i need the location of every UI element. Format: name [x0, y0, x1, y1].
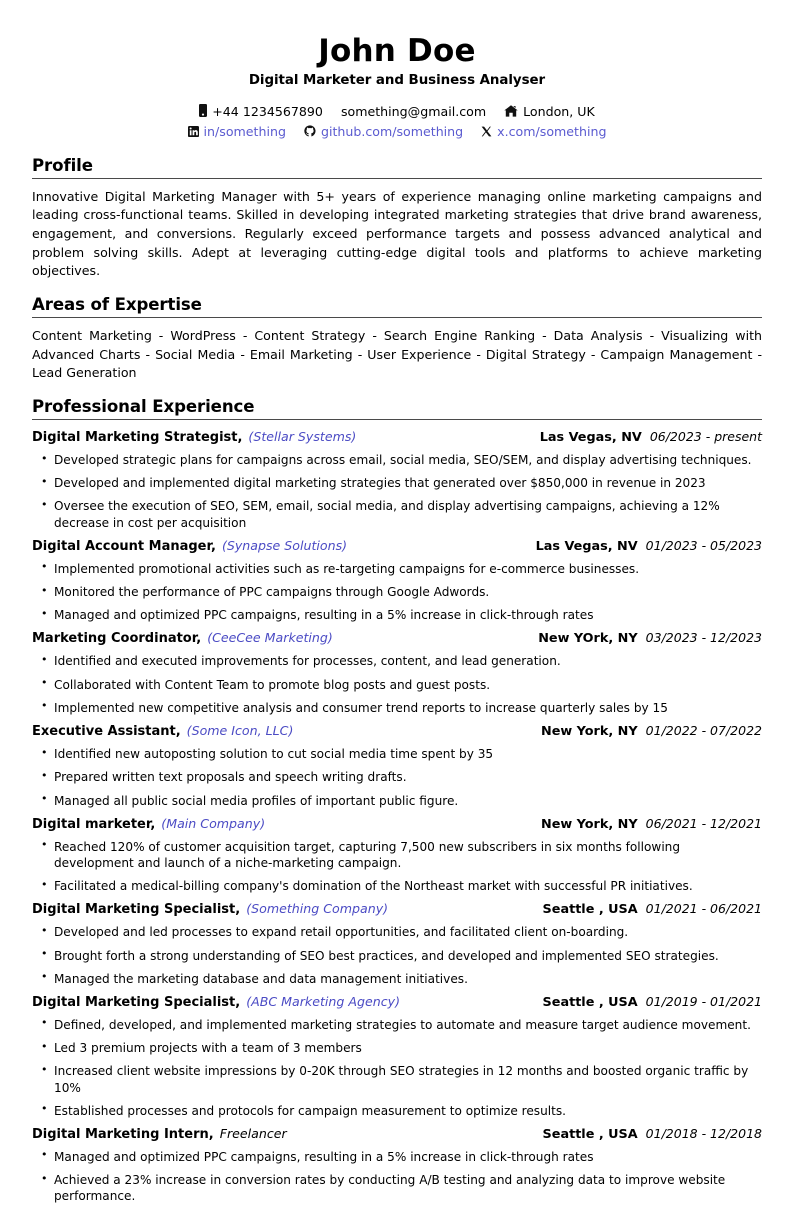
experience-bullet: • Managed and optimized PPC campaigns, resulting in a 5% increase in click-through rates	[32, 1149, 762, 1165]
experience-bullet-list	[32, 1149, 762, 1205]
contact-item-none	[341, 102, 486, 122]
section-heading-experience: Professional Experience	[32, 396, 255, 416]
experience-company: (Some Icon, LLC)	[186, 723, 294, 739]
experience-header-line	[32, 816, 762, 832]
profile-text: Innovative Digital Marketing Manager with 5+ years of experience managing online marketing campaigns and leading cross-functional teams. Skilled in developing integrated marketing strategies that drive brand awareness, engagement, and conversions. Regularly exceed performance targets and possess advanced analytical and problem solving skills. Adept at leveraging cutting-edge digital tools and platforms to achieve marketing objectives.	[32, 188, 762, 279]
experience-location-dates	[541, 816, 762, 832]
contact-block	[32, 102, 762, 142]
section-heading-expertise: Areas of Expertise	[32, 294, 202, 314]
x-twitter-icon	[481, 126, 492, 137]
experience-entry	[32, 630, 762, 716]
github-icon	[304, 125, 316, 137]
experience-entry	[32, 429, 762, 531]
experience-dates: 06/2023 - present	[649, 429, 762, 445]
contact-text[interactable]: x.com/something	[497, 123, 607, 139]
experience-location-dates	[543, 901, 762, 917]
experience-location: New York, NY	[541, 816, 638, 832]
experience-dates: 03/2023 - 12/2023	[645, 630, 762, 646]
experience-dates: 01/2023 - 05/2023	[645, 537, 762, 553]
experience-bullet: • Managed all public social media profiles of important public figure.	[32, 793, 762, 809]
contact-text[interactable]: github.com/something	[320, 123, 464, 139]
resume-header	[32, 34, 762, 142]
experience-location-dates	[538, 630, 762, 646]
contact-item-github[interactable]	[304, 122, 463, 142]
experience-bullet-list	[32, 924, 762, 987]
experience-header-line	[32, 538, 762, 554]
experience-header-line	[32, 723, 762, 739]
experience-entry	[32, 901, 762, 987]
contact-item-mobile-phone	[199, 102, 323, 122]
experience-dates: 01/2018 - 12/2018	[645, 1125, 762, 1141]
experience-bullet: • Collaborated with Content Team to promote blog posts and guest posts.	[32, 677, 762, 693]
experience-role-company	[32, 816, 265, 832]
experience-location-dates	[540, 429, 762, 445]
section-experience	[32, 397, 762, 1205]
experience-company: (Main Company)	[161, 815, 266, 831]
experience-bullet: • Oversee the execution of SEO, SEM, email, social media, and display advertising campaigns, achieving a 12% decrease in cost per acquisition	[32, 498, 762, 530]
contact-text[interactable]: in/something	[203, 123, 286, 139]
experience-bullet: • Increased client website impressions by 0-20K through SEO strategies in 12 months and boosted organic traffic by 10%	[32, 1063, 762, 1095]
experience-bullet: • Implemented new competitive analysis and consumer trend reports to increase quarterly sales by 15	[32, 700, 762, 716]
experience-role: Executive Assistant,	[32, 724, 181, 740]
experience-bullet: • Managed the marketing database and data management initiatives.	[32, 971, 762, 987]
experience-company: Freelancer	[219, 1125, 287, 1141]
experience-bullet: • Developed strategic plans for campaigns across email, social media, SEO/SEM, and display advertising techniques.	[32, 452, 762, 468]
home-icon	[504, 105, 518, 117]
experience-role-company	[32, 630, 333, 646]
experience-list	[32, 429, 762, 1204]
experience-header-line	[32, 429, 762, 445]
experience-role: Digital Marketing Specialist,	[32, 902, 241, 918]
experience-bullet: • Developed and implemented digital marketing strategies that generated over $850,000 in revenue in 2023	[32, 475, 762, 491]
experience-location-dates	[543, 994, 762, 1010]
experience-header-line	[32, 1126, 762, 1142]
contact-text: +44 1234567890	[212, 103, 323, 119]
experience-location: Las Vegas, NV	[535, 538, 638, 554]
experience-bullet: • Developed and led processes to expand retail opportunities, and facilitated client on-boarding.	[32, 924, 762, 940]
experience-entry	[32, 994, 762, 1119]
experience-location: Seattle , USA	[542, 1126, 638, 1142]
experience-role: Digital Account Manager,	[32, 538, 216, 554]
experience-role: Digital Marketing Intern,	[32, 1126, 214, 1142]
experience-bullet: • Implemented promotional activities such as re-targeting campaigns for e-commerce businesses.	[32, 561, 762, 577]
contact-row-social	[32, 122, 762, 142]
experience-entry	[32, 723, 762, 809]
experience-role-company	[32, 994, 400, 1010]
mobile-phone-icon	[199, 104, 207, 117]
section-heading-profile: Profile	[32, 155, 93, 175]
section-divider	[32, 419, 762, 420]
experience-bullet-list	[32, 653, 762, 716]
contact-item-x-twitter[interactable]	[481, 122, 606, 142]
candidate-title: Digital Marketer and Business Analyser	[248, 72, 546, 88]
section-expertise	[32, 295, 762, 383]
contact-item-home	[504, 102, 595, 122]
experience-bullet: • Identified and executed improvements for processes, content, and lead generation.	[32, 653, 762, 669]
experience-bullet-list	[32, 561, 762, 624]
contact-text: London, UK	[523, 103, 595, 119]
experience-role-company	[32, 538, 347, 554]
experience-role: Digital Marketing Specialist,	[32, 994, 241, 1010]
experience-location: New YOrk, NY	[538, 631, 638, 647]
experience-company: (Synapse Solutions)	[221, 537, 348, 553]
experience-company: (CeeCee Marketing)	[207, 630, 333, 646]
experience-location: Seattle , USA	[542, 902, 638, 918]
experience-bullet: • Achieved a 23% increase in conversion rates by conducting A/B testing and analyzing data to improve website performance.	[32, 1172, 762, 1204]
candidate-name: John Doe	[318, 33, 476, 69]
experience-role: Digital Marketing Strategist,	[32, 430, 243, 446]
experience-bullet: • Brought forth a strong understanding of SEO best practices, and developed and implemented SEO strategies.	[32, 948, 762, 964]
contact-row-primary	[32, 102, 762, 122]
experience-header-line	[32, 630, 762, 646]
experience-role: Digital marketer,	[32, 816, 156, 832]
experience-role-company	[32, 429, 356, 445]
experience-bullet-list	[32, 1017, 762, 1119]
experience-role-company	[32, 723, 293, 739]
experience-location-dates	[543, 1126, 762, 1142]
section-divider	[32, 178, 762, 179]
experience-company: (Stellar Systems)	[248, 429, 357, 445]
contact-item-linkedin[interactable]	[188, 122, 286, 142]
experience-location-dates	[541, 723, 762, 739]
experience-bullet-list	[32, 452, 762, 531]
experience-bullet: • Prepared written text proposals and speech writing drafts.	[32, 769, 762, 785]
experience-dates: 01/2019 - 01/2021	[645, 993, 762, 1009]
experience-company: (Something Company)	[246, 901, 389, 917]
experience-bullet: • Monitored the performance of PPC campaigns through Google Adwords.	[32, 584, 762, 600]
experience-entry	[32, 816, 762, 895]
linkedin-icon	[188, 126, 199, 137]
experience-location: New York, NY	[541, 724, 638, 740]
experience-company: (ABC Marketing Agency)	[246, 993, 401, 1009]
experience-role-company	[32, 1126, 287, 1142]
experience-dates: 01/2021 - 06/2021	[645, 901, 762, 917]
experience-header-line	[32, 994, 762, 1010]
experience-bullet: • Managed and optimized PPC campaigns, resulting in a 5% increase in click-through rates	[32, 607, 762, 623]
experience-bullet: • Facilitated a medical-billing company's domination of the Northeast market with successful PR initiatives.	[32, 878, 762, 894]
experience-bullet: • Reached 120% of customer acquisition target, capturing 7,500 new subscribers in six months following development and launch of a niche-marketing campaign.	[32, 839, 762, 871]
experience-bullet: • Identified new autoposting solution to cut social media time spent by 35	[32, 746, 762, 762]
contact-text: something@gmail.com	[340, 103, 487, 119]
experience-location: Las Vegas, NV	[539, 430, 642, 446]
experience-dates: 06/2021 - 12/2021	[645, 815, 762, 831]
experience-bullet-list	[32, 746, 762, 809]
experience-location: Seattle , USA	[542, 994, 638, 1010]
experience-header-line	[32, 901, 762, 917]
experience-bullet-list	[32, 839, 762, 895]
experience-entry	[32, 1126, 762, 1205]
section-profile	[32, 156, 762, 281]
experience-dates: 01/2022 - 07/2022	[645, 723, 762, 739]
experience-entry	[32, 538, 762, 624]
experience-role-company	[32, 901, 388, 917]
experience-bullet: • Established processes and protocols for campaign measurement to optimize results.	[32, 1103, 762, 1119]
section-divider	[32, 317, 762, 318]
experience-bullet: • Defined, developed, and implemented marketing strategies to automate and measure target audience movement.	[32, 1017, 762, 1033]
experience-location-dates	[536, 538, 762, 554]
expertise-text: Content Marketing - WordPress - Content Strategy - Search Engine Ranking - Data Analysis - Visualizing with Advanced Charts - Social Media - Email Marketing - User Experience - Digital Strategy - Campaign Management - Lead Generation	[32, 328, 762, 381]
experience-role: Marketing Coordinator,	[32, 631, 202, 647]
experience-bullet: • Led 3 premium projects with a team of 3 members	[32, 1040, 762, 1056]
